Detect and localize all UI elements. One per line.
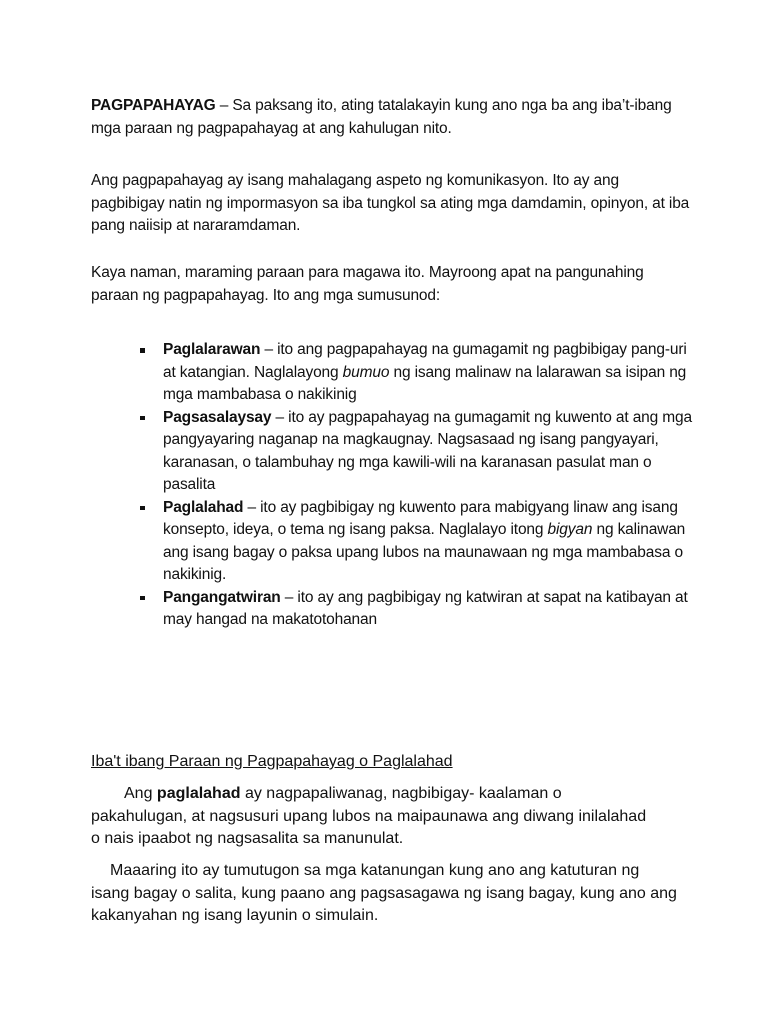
list-item-term: Paglalahad	[163, 498, 244, 516]
list-item-text: ng isang malinaw na lalarawan sa isipan ng mga mambabasa o nakikinig	[163, 363, 687, 403]
section-heading: Iba't ibang Paraan ng Pagpapahayag o Paglalahad	[91, 753, 453, 770]
list-item-pagsasalaysay	[163, 407, 693, 497]
list-item-italic: bumuo	[342, 363, 390, 381]
list-item-italic: bigyan	[547, 521, 593, 538]
paragraph-text: Maaaring ito ay tumutugon sa mga katanungan kung ano ang katuturan ng isang bagay o salita, kung paano ang pagsasagawa ng isang bagay, kung ano ang kakanyahan ng isang layunin o simulain.	[91, 862, 677, 924]
list-item-paglalahad	[163, 497, 693, 587]
bullet-square-icon	[140, 506, 145, 511]
methods-list	[163, 339, 693, 632]
intro-term: PAGPAPAHAYAG	[91, 97, 216, 114]
methods-intro-paragraph: Kaya naman, maraming paraan para magawa ito. Mayroong apat na pangunahing paraan ng pagpapahayag. Ito ang mga sumusunod:	[91, 264, 644, 304]
list-item-text: – ito ay pagbibigay ng kuwento para mabigyang linaw ang isang konsepto, ideya, o tema ng isang paksa. Naglalayo itong	[163, 498, 678, 538]
list-item-term: Pagsasalaysay	[163, 408, 272, 426]
list-item-term: Pangangatwiran	[163, 588, 281, 606]
bullet-square-icon	[140, 416, 145, 421]
paragraph-text: ay nagpapaliwanag, nagbibigay- kaalaman o pakahulugan, at nagsusuri upang lubos na maipaunawa ang diwang inilalahad o nais ipaabot ng nagsasalita sa manunulat.	[91, 785, 647, 847]
list-item-text: – ito ang pagpapahayag na gumagamit ng pagbibigay pang-uri at katangian. Naglalayong	[163, 341, 687, 381]
list-item-pangangatwiran	[163, 587, 693, 632]
intro-text: – Sa paksang ito, ating tatalakayin kung ano nga ba ang iba’t-ibang mga paraan ng pagpapahayag at ang kahulugan nito.	[91, 97, 672, 137]
list-item-text: – ito ay ang pagbibigay ng katwiran at sapat na katibayan at may hangad na makatotohanan	[163, 588, 688, 628]
paglalahad-paragraph	[91, 783, 651, 851]
bullet-square-icon	[140, 596, 145, 601]
list-item-paglalarawan	[163, 339, 693, 407]
paragraph-bold-term: paglalahad	[156, 785, 241, 802]
intro-paragraph	[91, 95, 691, 140]
bullet-square-icon	[140, 348, 145, 353]
definition-paragraph: Ang pagpapahayag ay isang mahalagang aspeto ng komunikasyon. Ito ay ang pagbibigay natin ng impormasyon sa iba tungkol sa ating mga damdamin, opinyon, at iba pang naiisip at nararamdaman.	[91, 172, 690, 234]
list-item-text: – ito ay pagpapahayag na gumagamit ng kuwento at ang mga pangyayaring naganap na magkaugnay. Nagsasaad ng isang pangyayari, karanasan, o talambuhay ng mga kawili-wili na karanasan pasulat man o pasalita	[163, 408, 692, 493]
katanungan-paragraph	[91, 860, 681, 928]
list-item-text: ng kalinawan ang isang bagay o paksa upang lubos na maunawaan ng mga mambabasa o nakikinig.	[163, 521, 686, 583]
paragraph-text: Ang	[124, 785, 157, 802]
list-item-term: Paglalarawan	[163, 341, 261, 358]
